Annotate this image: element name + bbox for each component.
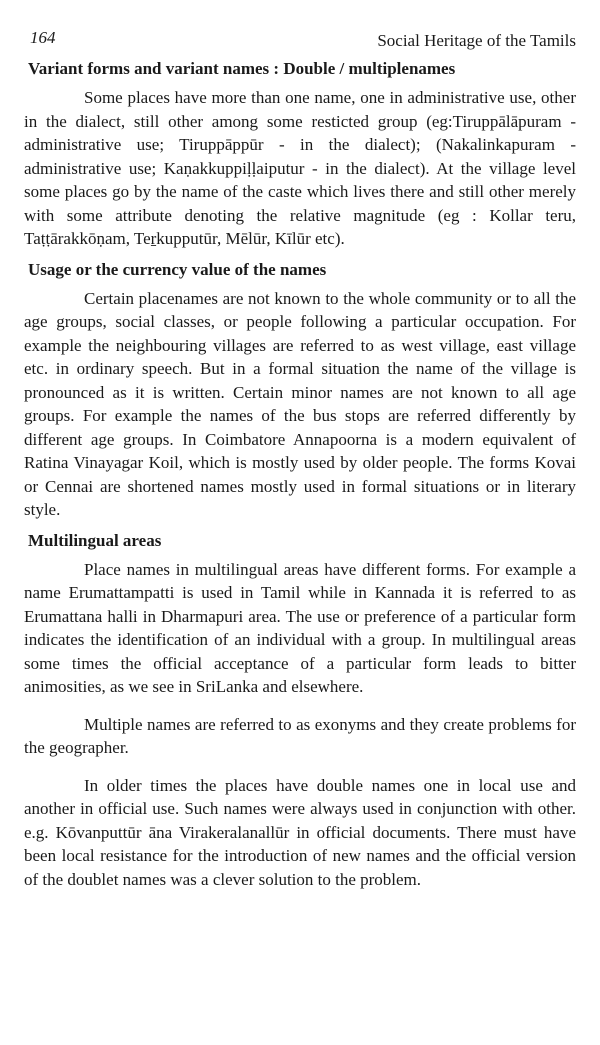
section-heading: Multilingual areas	[28, 530, 162, 550]
section-heading: Variant forms and variant names : Double / multiplenames	[28, 59, 456, 78]
page-number: 164	[30, 28, 56, 47]
section-multilingual-areas	[24, 530, 576, 892]
body-paragraph: Place names in multilingual areas have different forms. For example a name Erumattampatti is used in Tamil while in Kannada it is referred to as Erumattana halli in Dharmapuri area. The use or preference of a particular form indicates the identification of an individual with a group. In multilingual areas some times the official acceptance of a particular form leads to bitter animosities, as we see in SriLanka and elsewhere.	[24, 559, 576, 696]
section-heading: Usage or the currency value of the names	[28, 259, 327, 279]
section-variant-forms	[24, 58, 576, 251]
body-paragraph: Some places have more than one name, one in administrative use, other in the dialect, still other among some resticted group (eg:Tiruppālāpuram - administrative use; Tiruppāppūr - in the dialect); (Nakalinkapuram - administrative use; Kaṇakkuppiḷḷaiputur - in the dialect). At the village level some places go by the name of the caste which lives there and still other merely with some attribute denoting the relative magnitude (eg : Kollar teru, Taṭṭārakkōṇam, Teṟkupputūr, Mēlūr, Kīlūr etc).	[24, 88, 576, 248]
section-usage-currency	[24, 259, 576, 522]
running-title: Social Heritage of the Tamils	[377, 31, 576, 50]
body-paragraph: Multiple names are referred to as exonyms and they create problems for the geographer.	[24, 714, 576, 757]
body-paragraph: Certain placenames are not known to the whole community or to all the age groups, social classes, or people following a particular occupation. For example the neighbouring villages are referred to as west village, east village etc. in ordinary speech. But in a formal situation the name of the village is pronounced as it is written. Certain minor names are not known to all age groups. For example the names of the bus stops are referred differently by different age groups. In Coimbatore Annapoorna is a modern equivalent of Ratina Vinayagar Koil, which is mostly used by older people. The forms Kovai or Cennai are shortened names mostly used in formal situations or in literary style.	[24, 288, 576, 519]
running-head	[24, 28, 576, 58]
body-paragraph: In older times the places have double names one in local use and another in official use. Such names were always used in conjunction with other. e.g. Kōvanputtūr āna Virakeralanallūr in official documents. There must have been local resistance for the introduction of new names and the official version of the doublet names was a clever solution to the problem.	[24, 775, 576, 889]
